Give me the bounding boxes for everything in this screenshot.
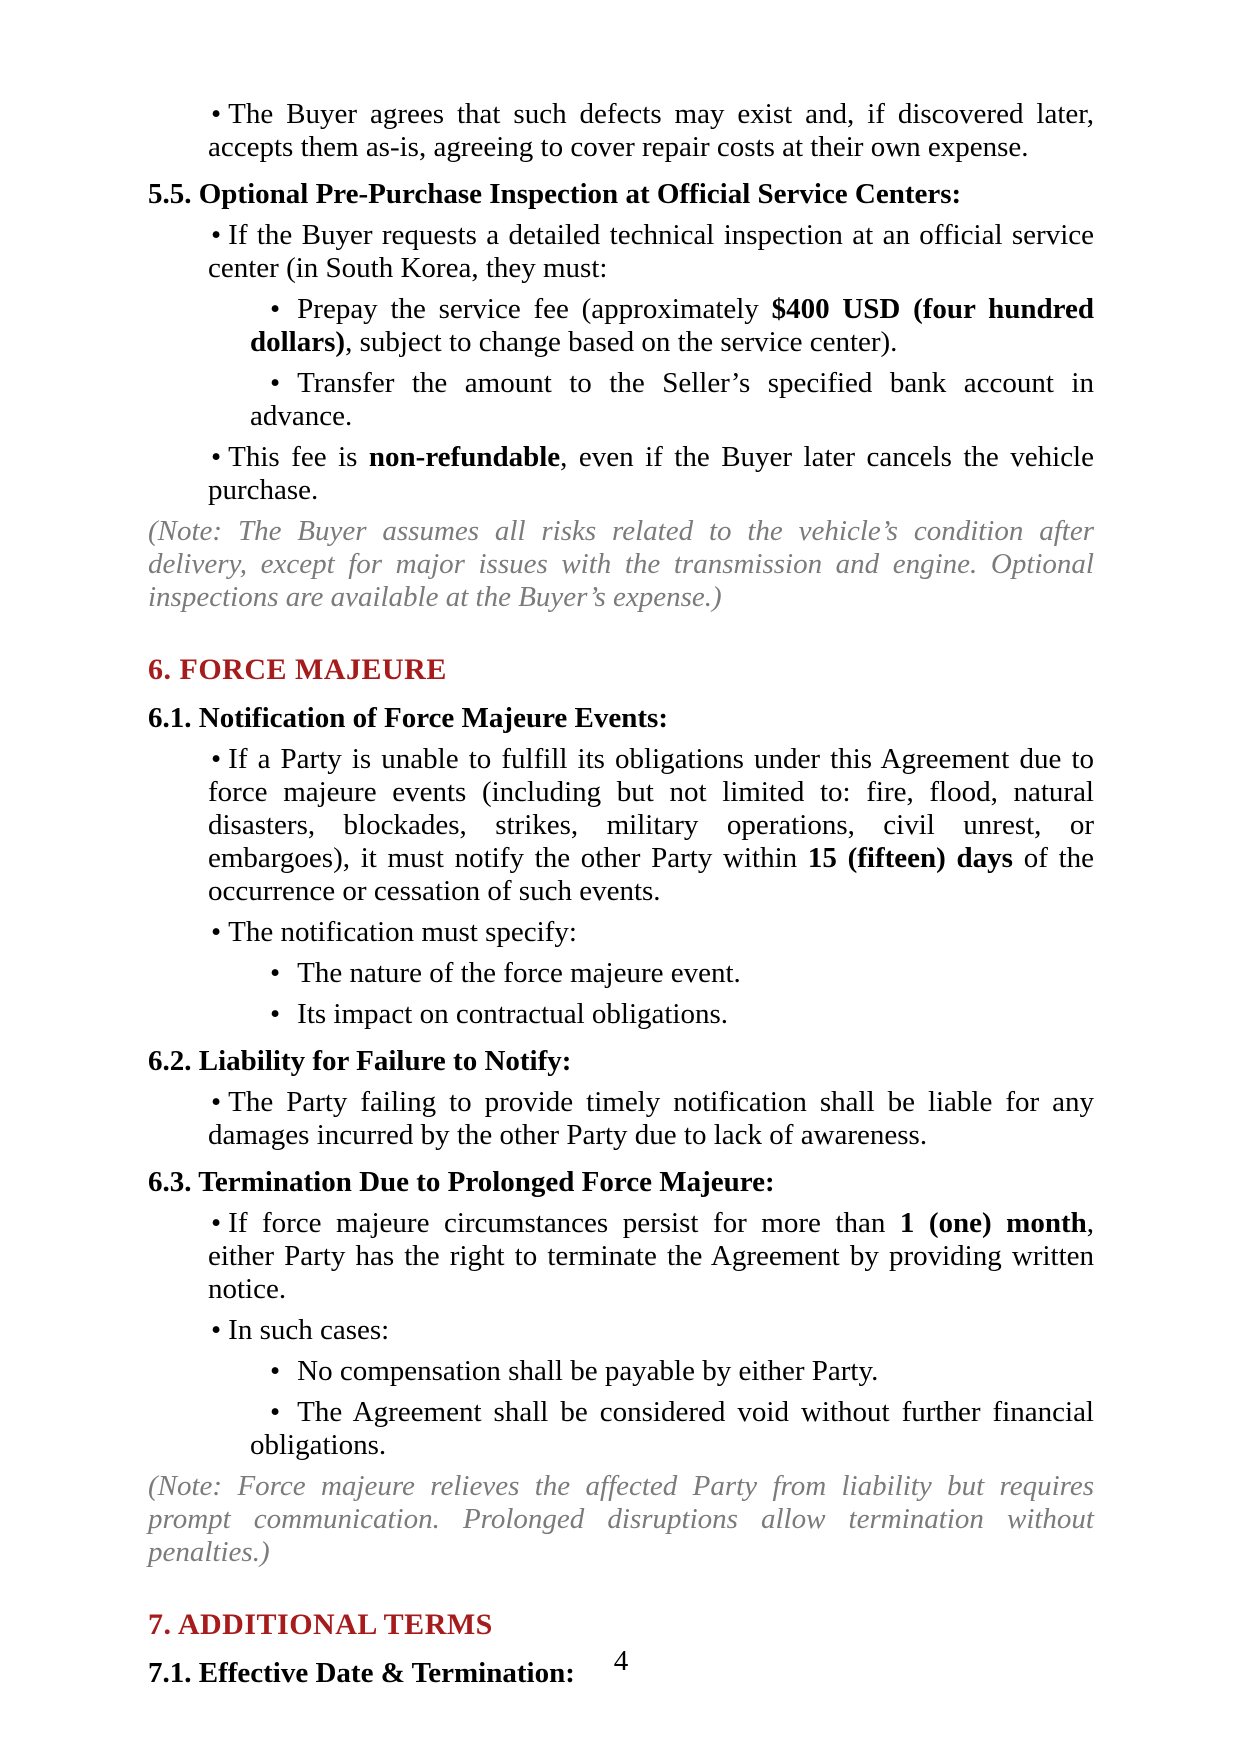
- list-item-level-1: [208, 916, 1094, 949]
- text-run: 6.1. Notification of Force Majeure Events:: [148, 702, 668, 734]
- text-run: 6.2. Liability for Failure to Notify:: [148, 1045, 572, 1077]
- text-run: The Buyer agrees that such defects may exist and, if discovered later, accepts them as-is, agreeing to cover repair costs at their own expense.: [208, 98, 1094, 163]
- subsection-heading: [148, 178, 1094, 211]
- text-run: The Agreement shall be considered void without further financial obligations.: [250, 1396, 1094, 1461]
- text-run: The notification must specify:: [228, 916, 577, 948]
- list-item-level-1: [208, 1314, 1094, 1347]
- bold-text-run: 15 (fifteen) days: [807, 842, 1013, 874]
- text-run: 6. FORCE MAJEURE: [148, 653, 447, 686]
- bullet-icon: •: [211, 743, 222, 775]
- note-paragraph: [148, 515, 1094, 614]
- bold-text-run: non-refundable: [368, 441, 561, 473]
- text-run: If a Party is unable to fulfill its obligations under this Agreement due to force majeure events (including but not limited to: fire, flood, natural disasters, blockades, strikes, military operations, civil unrest, or embargoes), it must notify the other Party within: [208, 743, 1094, 874]
- list-item-level-2: [250, 367, 1094, 433]
- text-run: If force majeure circumstances persist for more than: [228, 1207, 900, 1239]
- subsection-heading: [148, 702, 1094, 735]
- list-item-level-1: [208, 441, 1094, 507]
- list-item-level-2: [250, 957, 1094, 990]
- text-run: of the occurrence or cessation of such events.: [208, 842, 1094, 907]
- text-run: 7.1. Effective Date & Termination:: [148, 1657, 575, 1689]
- bullet-icon: •: [270, 367, 281, 399]
- section-heading: [148, 1607, 1094, 1643]
- text-run: If the Buyer requests a detailed technical inspection at an official service center (in South Korea, they must:: [208, 219, 1094, 284]
- list-item-level-2: [250, 998, 1094, 1031]
- text-run: , subject to change based on the service center).: [345, 326, 898, 358]
- list-item-level-1: [208, 1086, 1094, 1152]
- list-item-level-2: [250, 293, 1094, 359]
- bullet-icon: •: [211, 1207, 222, 1239]
- list-item-level-1: [208, 1207, 1094, 1306]
- text-run: In such cases:: [228, 1314, 390, 1346]
- bullet-icon: •: [270, 293, 281, 325]
- text-run: Prepay the service fee (approximately: [297, 293, 772, 325]
- list-item-level-1: [208, 219, 1094, 285]
- text-run: (Note: The Buyer assumes all risks related to the vehicle’s condition after delivery, except for major issues with the transmission and engine. Optional inspections are available at the Buyer’s expense.): [148, 515, 1094, 613]
- bullet-icon: •: [270, 1355, 281, 1387]
- text-run: , even if the Buyer later cancels the vehicle purchase.: [208, 441, 1094, 506]
- note-paragraph: [148, 1470, 1094, 1569]
- bullet-icon: •: [270, 957, 281, 989]
- text-run: Transfer the amount to the Seller’s specified bank account in advance.: [250, 367, 1094, 432]
- list-item-level-2: [250, 1355, 1094, 1388]
- subsection-heading: [148, 1045, 1094, 1078]
- text-run: 6.3. Termination Due to Prolonged Force Majeure:: [148, 1166, 775, 1198]
- subsection-heading: [148, 1166, 1094, 1199]
- text-run: 7. ADDITIONAL TERMS: [148, 1608, 493, 1641]
- text-run: Its impact on contractual obligations.: [297, 998, 729, 1030]
- bullet-icon: •: [270, 998, 281, 1030]
- bullet-icon: •: [211, 916, 222, 948]
- bullet-icon: •: [211, 98, 222, 130]
- bullet-icon: •: [211, 1314, 222, 1346]
- text-run: This fee is: [228, 441, 369, 473]
- text-run: 5.5. Optional Pre-Purchase Inspection at Official Service Centers:: [148, 178, 962, 210]
- bullet-icon: •: [270, 1396, 281, 1428]
- page-number: 4: [613, 1645, 629, 1677]
- text-run: (Note: Force majeure relieves the affected Party from liability but requires prompt communication. Prolonged disruptions allow termination without penalties.): [148, 1470, 1094, 1568]
- bullet-icon: •: [211, 219, 222, 251]
- bold-text-run: 1 (one) month: [899, 1207, 1087, 1239]
- text-run: No compensation shall be payable by either Party.: [297, 1355, 879, 1387]
- text-run: The Party failing to provide timely notification shall be liable for any damages incurred by the other Party due to lack of awareness.: [208, 1086, 1094, 1151]
- list-item-level-2: [250, 1396, 1094, 1462]
- text-run: The nature of the force majeure event.: [297, 957, 741, 989]
- section-heading: [148, 652, 1094, 688]
- document-body: [148, 98, 1094, 1698]
- bold-text-run: $400 USD (four hundred dollars): [250, 293, 1094, 358]
- list-item-level-1: [208, 98, 1094, 164]
- text-run: , either Party has the right to terminate the Agreement by providing written notice.: [208, 1207, 1095, 1305]
- list-item-level-1: [208, 743, 1094, 908]
- bullet-icon: •: [211, 1086, 222, 1118]
- bullet-icon: •: [211, 441, 222, 473]
